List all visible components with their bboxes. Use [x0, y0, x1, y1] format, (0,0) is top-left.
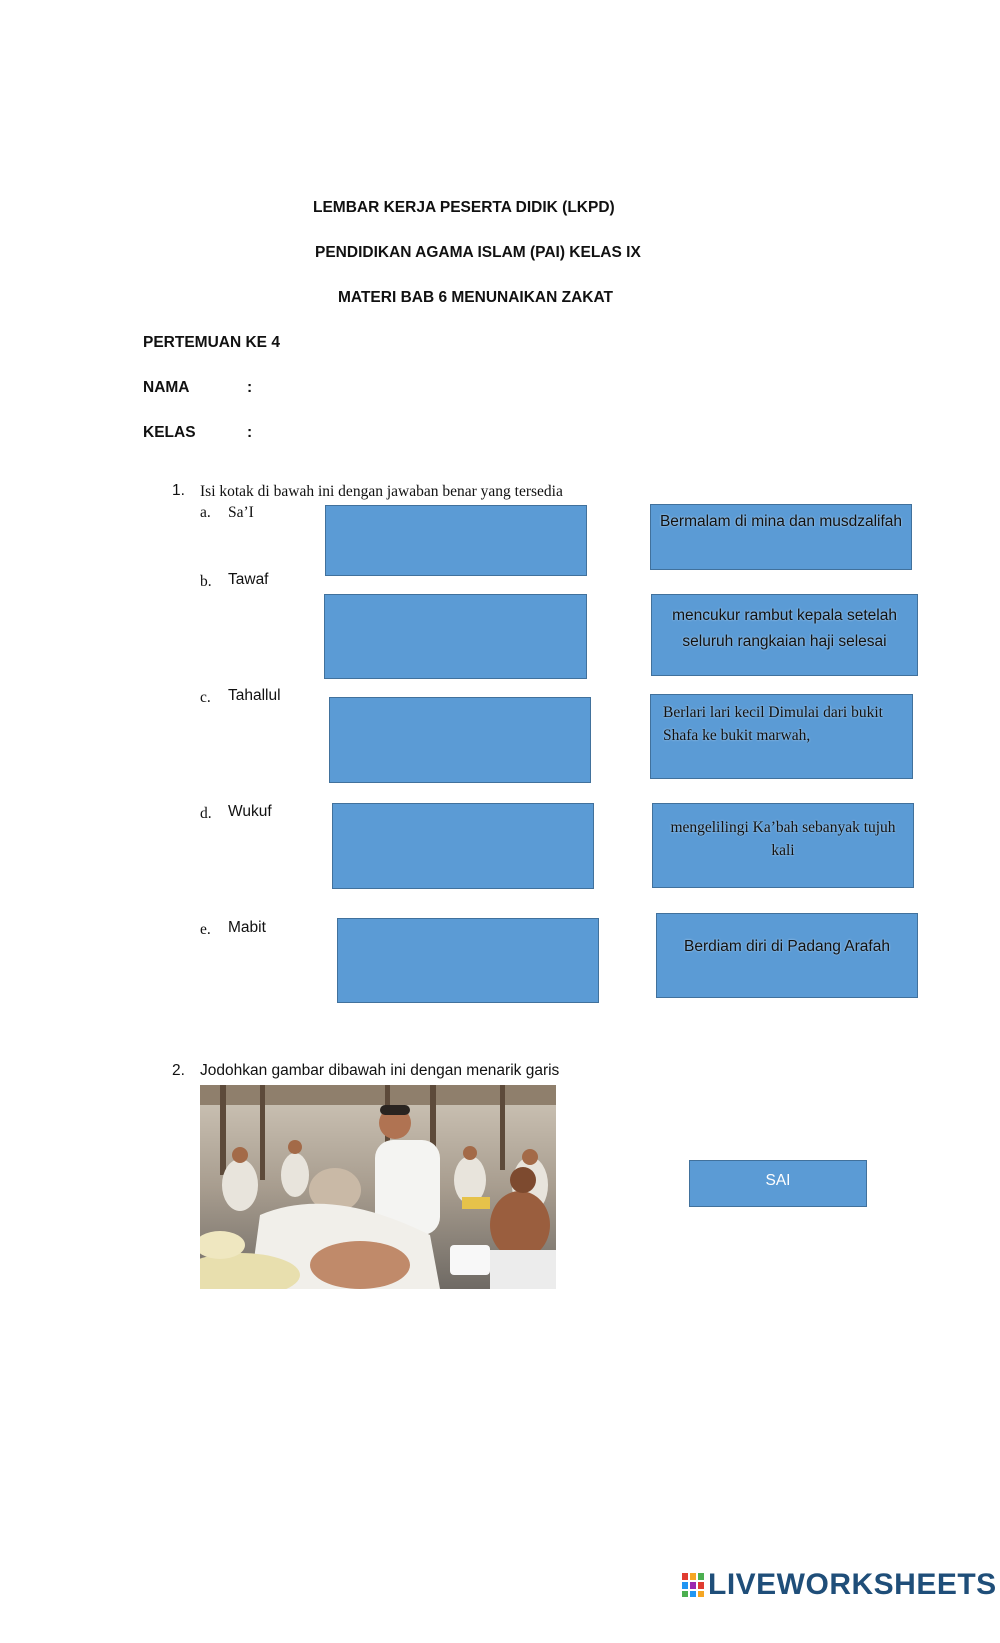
answer-box-e[interactable]	[337, 918, 599, 1003]
answer-box-a[interactable]	[325, 505, 587, 576]
answer-box-d[interactable]	[332, 803, 594, 889]
question2-number: 2.	[172, 1062, 185, 1079]
item-b-letter: b.	[200, 573, 212, 590]
header-material: MATERI BAB 6 MENUNAIKAN ZAKAT	[338, 289, 613, 306]
tahallul-photo	[200, 1085, 556, 1289]
liveworksheets-logo	[682, 1568, 997, 1602]
item-b-term: Tawaf	[228, 571, 269, 588]
option-mabit-description[interactable]: Bermalam di mina dan musdzalifah	[650, 504, 912, 570]
header-title: LEMBAR KERJA PESERTA DIDIK (LKPD)	[313, 199, 615, 216]
answer-box-c[interactable]	[329, 697, 591, 783]
item-c-term: Tahallul	[228, 687, 281, 704]
option-tahallul-description[interactable]: mencukur rambut kepala setelah seluruh rangkaian haji selesai	[651, 594, 918, 676]
option-sai-description[interactable]: Berlari lari kecil Dimulai dari bukit Shafa ke bukit marwah,	[650, 694, 913, 779]
item-a-term: Sa’I	[228, 504, 254, 521]
item-e-term: Mabit	[228, 919, 266, 936]
liveworksheets-icon	[682, 1573, 704, 1597]
liveworksheets-wordmark: LIVEWORKSHEETS	[708, 1568, 997, 1601]
item-a-letter: a.	[200, 504, 211, 521]
meeting-label: PERTEMUAN KE 4	[143, 334, 280, 351]
class-colon: :	[247, 424, 253, 441]
name-colon: :	[247, 379, 253, 396]
answer-box-b[interactable]	[324, 594, 587, 679]
question1-text: Isi kotak di bawah ini dengan jawaban benar yang tersedia	[200, 483, 563, 500]
header-subject: PENDIDIKAN AGAMA ISLAM (PAI) KELAS IX	[315, 244, 641, 261]
option-wukuf-description[interactable]: Berdiam diri di Padang Arafah	[656, 913, 918, 998]
option-tawaf-description[interactable]: mengelilingi Ka’bah sebanyak tujuh kali	[652, 803, 914, 888]
item-e-letter: e.	[200, 921, 211, 938]
item-d-term: Wukuf	[228, 803, 272, 820]
option-sai-button[interactable]: SAI	[689, 1160, 867, 1207]
name-label: NAMA	[143, 379, 190, 396]
class-label: KELAS	[143, 424, 196, 441]
question2-text: Jodohkan gambar dibawah ini dengan menarik garis	[200, 1062, 560, 1079]
item-d-letter: d.	[200, 805, 212, 822]
question1-number: 1.	[172, 482, 185, 499]
item-c-letter: c.	[200, 689, 211, 706]
